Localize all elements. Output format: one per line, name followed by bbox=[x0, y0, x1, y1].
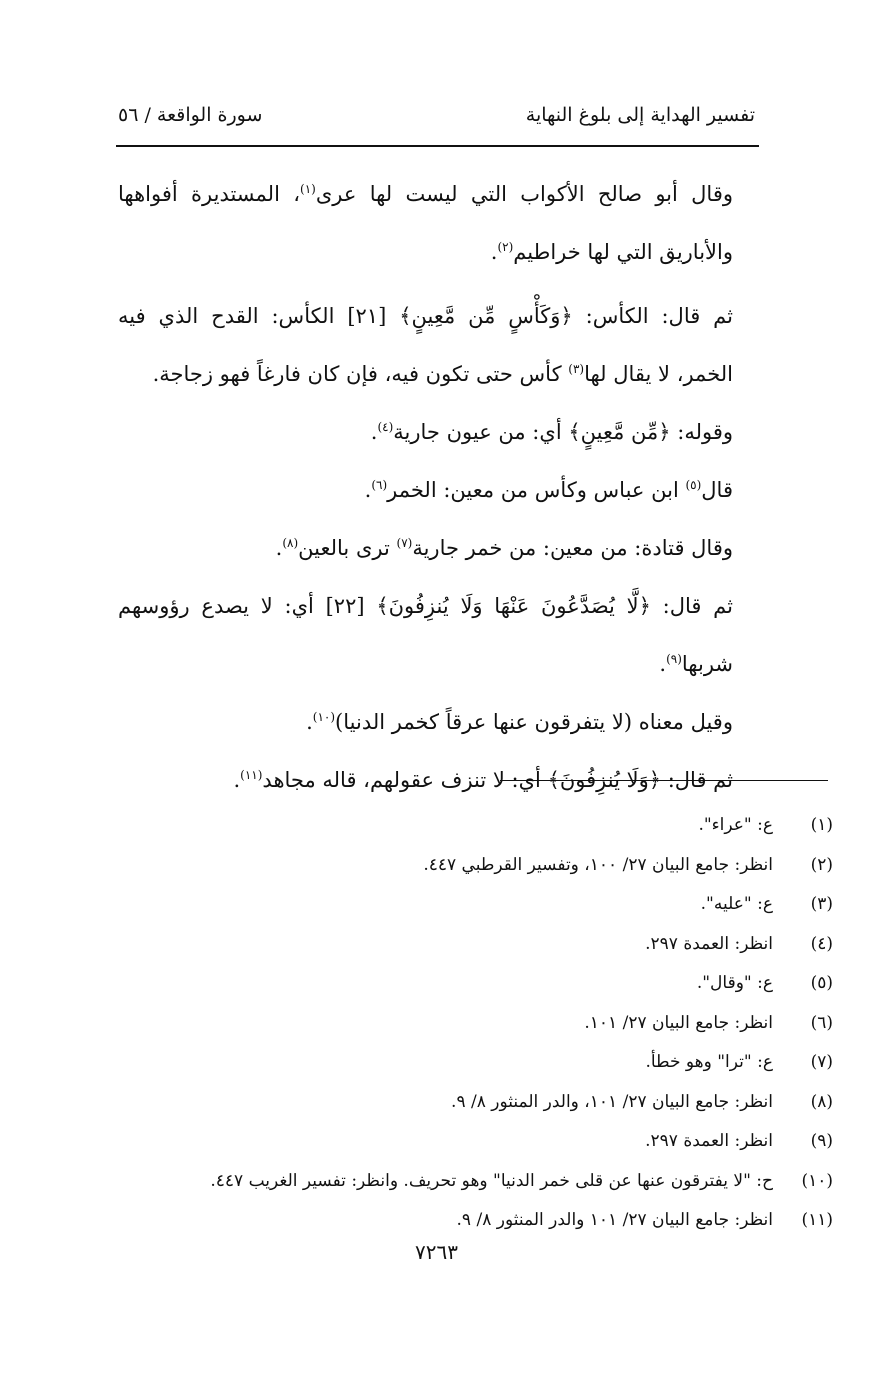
footnote-text: انظر: جامع البيان ٢٧/ ١٠١. bbox=[584, 1012, 773, 1033]
main-text bbox=[118, 165, 755, 809]
footnote bbox=[118, 964, 833, 1004]
text-run: ثم قال: الكأس: bbox=[572, 304, 733, 328]
footnote-number: (١) bbox=[810, 815, 833, 835]
text-run: . bbox=[364, 478, 372, 502]
text-run: قال bbox=[701, 478, 733, 502]
footnote-ref: (٢) bbox=[497, 240, 514, 254]
running-header bbox=[118, 98, 755, 132]
text-run: . bbox=[490, 240, 498, 264]
footnote bbox=[118, 1004, 833, 1044]
page-number: ٧٢٦٣ bbox=[415, 1240, 458, 1264]
text-run: [٢١] الكأس: القدح الذي فيه الخمر، لا يقال لها bbox=[118, 304, 733, 386]
paragraph-2 bbox=[118, 287, 755, 403]
footnote-number: (١٠) bbox=[801, 1170, 833, 1191]
footnote-ref: (١) bbox=[300, 182, 316, 196]
footnote bbox=[118, 925, 833, 965]
paragraph-3 bbox=[118, 403, 755, 461]
text-run: كأس حتى تكون فيه، فإن كان فارغاً فهو زجاجة. bbox=[152, 362, 569, 386]
footnote-number: (٥) bbox=[810, 973, 833, 993]
surah-page-label: سورة الواقعة / ٥٦ bbox=[118, 104, 263, 126]
footnote-text: انظر: العمدة ٢٩٧. bbox=[645, 933, 773, 954]
footnote-text: انظر: جامع البيان ٢٧/ ١٠١ والدر المنثور ٨/ ٩. bbox=[456, 1210, 773, 1230]
book-title: تفسير الهداية إلى بلوغ النهاية bbox=[525, 104, 755, 126]
footnote-ref: (٣) bbox=[568, 362, 585, 376]
text-run: وقوله: bbox=[670, 420, 733, 444]
text-run: وقال قتادة: من معين: من خمر جارية bbox=[412, 536, 733, 560]
footnote-number: (٩) bbox=[810, 1131, 833, 1151]
paragraph-6 bbox=[118, 577, 755, 693]
footnote-text: ح: "لا يفترقون عنها عن قلى خمر الدنيا" وهو تحريف. وانظر: تفسير الغريب ٤٤٧. bbox=[210, 1170, 773, 1191]
quran-verse: ﴿لَّا يُصَدَّعُونَ عَنْهَا وَلَا يُنزِفُونَ﴾ bbox=[376, 594, 651, 618]
footnote-number: (٢) bbox=[810, 854, 833, 875]
text-run: ثم قال: bbox=[650, 594, 733, 618]
quran-verse: ﴿مِّن مَّعِينٍ﴾ bbox=[568, 420, 671, 444]
footnote-number: (٣) bbox=[810, 894, 833, 914]
quran-verse: ﴿وَلَا يُنزِفُونَ﴾ bbox=[547, 768, 662, 792]
text-run: . bbox=[306, 710, 313, 734]
footnote bbox=[118, 1201, 833, 1241]
footnote-ref: (٨) bbox=[282, 536, 299, 550]
text-run: . bbox=[233, 768, 241, 792]
quran-verse: ﴿وَكَأْسٍ مِّن مَّعِينٍ﴾ bbox=[399, 304, 573, 328]
footnotes bbox=[118, 806, 833, 1241]
text-run: . bbox=[659, 652, 667, 676]
footnote-ref: (٧) bbox=[396, 536, 413, 550]
footnote bbox=[118, 1083, 833, 1123]
text-run: أي: لا تنزف عقولهم، قاله مجاهد bbox=[262, 768, 548, 792]
text-run: وقال أبو صالح الأكواب التي ليست لها عرى bbox=[315, 182, 733, 206]
footnote bbox=[118, 1043, 833, 1083]
text-run: [٢٢] أي: لا يصدع رؤوسهم شربها bbox=[118, 594, 733, 676]
text-run: ترى بالعين bbox=[298, 536, 397, 560]
footnote bbox=[118, 846, 833, 886]
footnote bbox=[118, 806, 833, 846]
footnote bbox=[118, 1122, 833, 1162]
paragraph-1 bbox=[118, 165, 755, 281]
footnote-ref: (٦) bbox=[371, 478, 388, 492]
footnote-number: (٦) bbox=[810, 1012, 833, 1033]
header-divider bbox=[116, 145, 759, 147]
footnote-text: ع: "وقال". bbox=[696, 973, 773, 993]
text-run: ، المستديرة أفواهها والأباريق التي لها خراطيم bbox=[118, 182, 733, 264]
footnote-ref: (٩) bbox=[666, 652, 682, 666]
paragraph-5 bbox=[118, 519, 755, 577]
footnote-ref: (١١) bbox=[240, 768, 263, 782]
footnote-number: (٨) bbox=[810, 1091, 833, 1112]
footnote-ref: (١٠) bbox=[312, 710, 336, 724]
footnote-ref: (٤) bbox=[377, 420, 394, 434]
text-run: ثم قال: bbox=[661, 768, 733, 792]
footnote bbox=[118, 1162, 833, 1202]
footnote-text: انظر: جامع البيان ٢٧/ ١٠٠، وتفسير القرطبي ٤٤٧. bbox=[423, 854, 773, 875]
footnote-ref: (٥) bbox=[685, 478, 702, 492]
text-run: ابن عباس وكأس من معين: الخمر bbox=[387, 478, 686, 502]
footnote-text: ع: "ترا" وهو خطأ. bbox=[645, 1052, 773, 1072]
text-run: . bbox=[370, 420, 378, 444]
footnote-text: انظر: العمدة ٢٩٧. bbox=[645, 1131, 773, 1151]
footnote-text: ع: "عراء". bbox=[698, 815, 773, 835]
text-run: وقيل معناه (لا يتفرقون عنها عرقاً كخمر الدنيا) bbox=[335, 710, 733, 734]
paragraph-7 bbox=[118, 693, 755, 751]
footnote-divider bbox=[500, 780, 828, 781]
text-run: أي: من عيون جارية bbox=[393, 420, 569, 444]
footnote-text: ع: "عليه". bbox=[700, 894, 773, 914]
text-run: . bbox=[275, 536, 283, 560]
paragraph-4 bbox=[118, 461, 755, 519]
footnote-number: (١١) bbox=[801, 1210, 833, 1230]
footnote-number: (٤) bbox=[810, 933, 833, 954]
footnote-number: (٧) bbox=[810, 1052, 833, 1072]
footnote bbox=[118, 885, 833, 925]
footnote-text: انظر: جامع البيان ٢٧/ ١٠١، والدر المنثور ٨/ ٩. bbox=[451, 1091, 773, 1112]
